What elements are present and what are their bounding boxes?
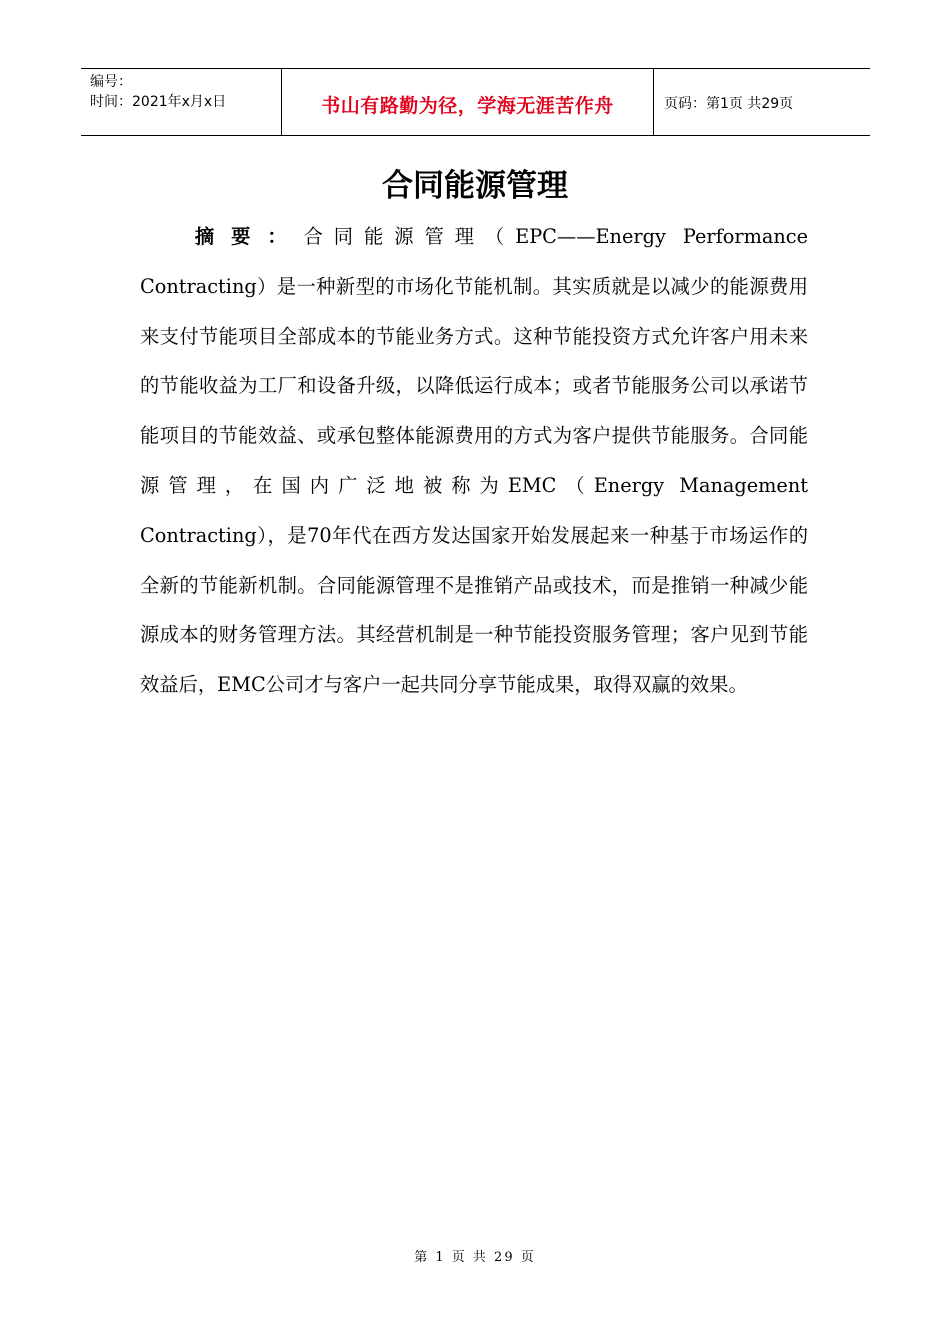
header-page-info: 页码：第1页 共29页 — [664, 96, 794, 112]
serial-number-label: 编号： — [90, 74, 132, 90]
date-label: 时间：2021年x月x日 — [90, 94, 227, 110]
abstract-text: 合同能源管理（EPC——Energy Performance Contracting）是一种新型的市场化节能机制。其实质就是以减少的能源费用来支付节能项目全部成本的节能业务方式。这种节能投资方式允许客户用未来的节能收益为工厂和设备升级，以降低运行成本；或者节能服务公司以承诺节能项目的节能效益、或承包整体能源费用的方式为客户提供节能服务。合同能源管理，在国内广泛地被称为EMC（Energy Management Contracting），是70年代在西方发达国家开始发展起来一种基于市场运作的全新的节能新机制。合同能源管理不是推销产品或技术，而是推销一种减少能源成本的财务管理方法。其经营机制是一种节能投资服务管理；客户见到节能效益后，EMC公司才与客户一起共同分享节能成果，取得双赢的效果。 — [140, 225, 809, 697]
header-meta — [81, 69, 281, 135]
header-motto: 书山有路勤为径，学海无涯苦作舟 — [281, 69, 654, 135]
document-title: 合同能源管理 — [382, 168, 568, 204]
page-footer: 第 1 页 共 29 页 — [414, 1250, 536, 1265]
abstract-label: 摘要： — [184, 225, 304, 248]
page-header — [81, 68, 870, 136]
abstract-paragraph — [140, 212, 808, 710]
